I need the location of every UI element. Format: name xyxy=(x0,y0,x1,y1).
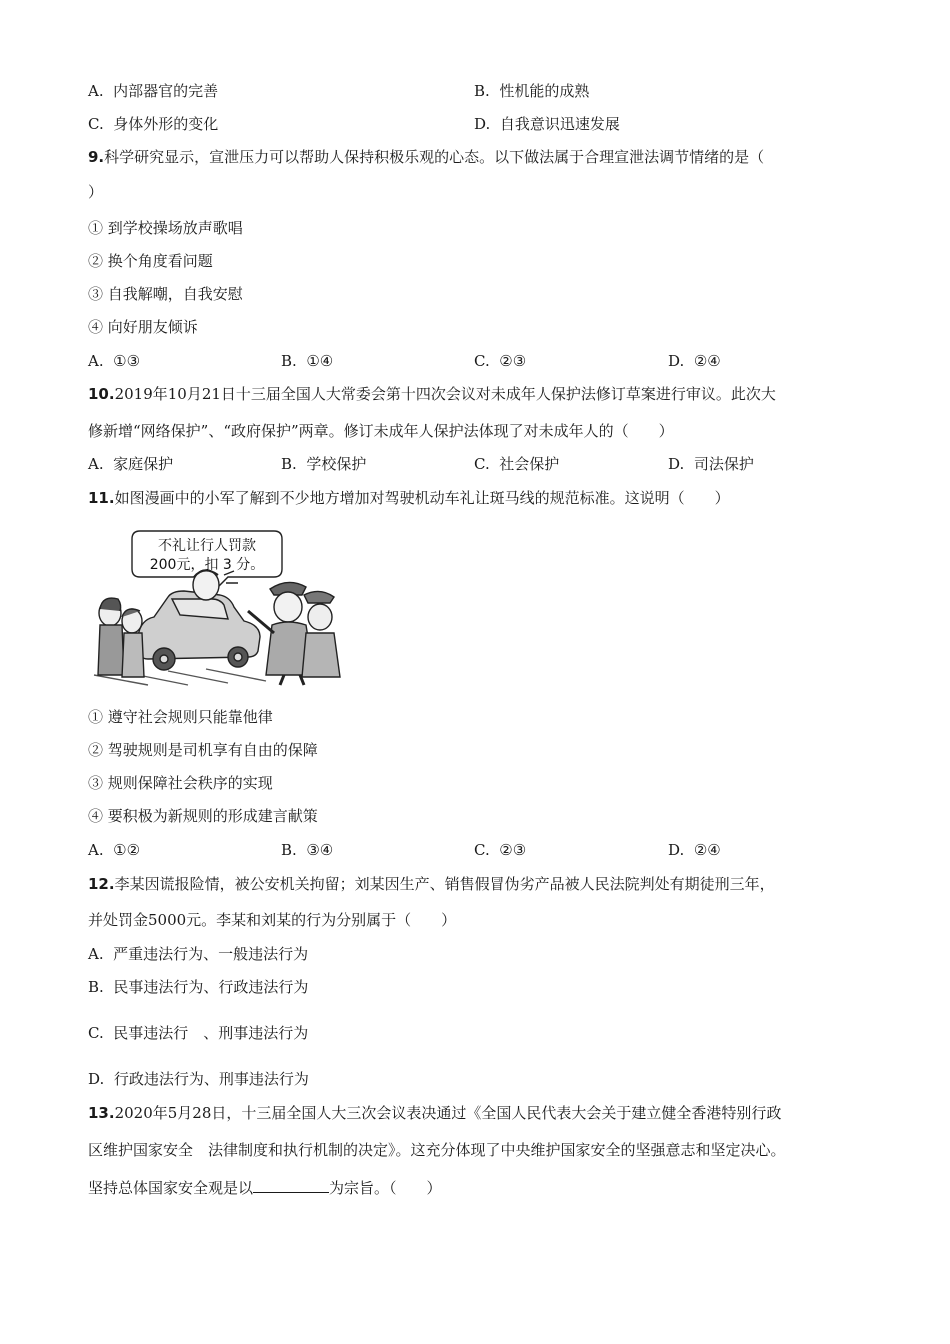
q11-number: 11. xyxy=(88,489,115,507)
q8-option-d[interactable]: D. 自我意识迅速发展 xyxy=(474,115,620,133)
q13-number: 13. xyxy=(88,1104,115,1122)
q9-item-1: ① 到学校操场放声歌唱 xyxy=(88,219,243,237)
q13-answer-blank[interactable] xyxy=(253,1178,329,1193)
traffic-cartoon-image xyxy=(88,525,346,691)
bubble-text-line-2: 200元，扣 3 分。 xyxy=(149,557,265,573)
q11-option-c[interactable]: C. ②③ xyxy=(474,841,527,859)
q11-item-2: ② 驾驶规则是司机享有自由的保障 xyxy=(88,741,318,759)
q9-item-4: ④ 向好朋友倾诉 xyxy=(88,318,198,336)
q13-stem-cont: 区维护国家安全 法律制度和执行机制的决定》。这充分体现了中央维护国家安全的坚强意志和坚定决心。 xyxy=(88,1141,786,1159)
q8-option-b[interactable]: B. 性机能的成熟 xyxy=(474,82,590,100)
q11-option-d[interactable]: D. ②④ xyxy=(668,841,721,859)
q12-option-d[interactable]: D. 行政违法行为、刑事违法行为 xyxy=(88,1070,309,1088)
q12-option-b[interactable]: B. 民事违法行为、行政违法行为 xyxy=(88,978,309,996)
q11-item-1: ① 遵守社会规则只能靠他律 xyxy=(88,708,273,726)
q9-item-3: ③ 自我解嘲，自我安慰 xyxy=(88,285,243,303)
q9-stem: 9.科学研究显示，宣泄压力可以帮助人保持积极乐观的心态。以下做法属于合理宣泄法调节情绪的是（ xyxy=(88,148,765,166)
q11-option-b[interactable]: B. ③④ xyxy=(281,841,334,859)
q10-stem-cont: 修新增“网络保护”、“政府保护”两章。修订未成年人保护法体现了对未成年人的（ ） xyxy=(88,422,674,440)
q12-number: 12. xyxy=(88,875,115,893)
q10-option-b[interactable]: B. 学校保护 xyxy=(281,455,367,473)
q13-stem-line3: 坚持总体国家安全观是以 为宗旨。（ ） xyxy=(88,1179,442,1197)
q10-option-d[interactable]: D. 司法保护 xyxy=(668,455,754,473)
q12-option-a[interactable]: A. 严重违法行为、一般违法行为 xyxy=(88,945,309,963)
q9-option-d[interactable]: D. ②④ xyxy=(668,352,721,370)
q9-option-a[interactable]: A. ①③ xyxy=(88,352,141,370)
q12-stem-cont: 并处罚金5000元。李某和刘某的行为分别属于（ ） xyxy=(88,911,457,929)
q9-item-2: ② 换个角度看问题 xyxy=(88,252,213,270)
q11-stem: 11.如图漫画中的小军了解到不少地方增加对驾驶机动车礼让斑马线的规范标准。这说明（ ） xyxy=(88,489,730,507)
q13-stem: 13.2020年5月28日，十三届全国人大三次会议表决通过《全国人民代表大会关于建立健全香港特别行政 xyxy=(88,1104,782,1122)
q10-stem: 10.2019年10月21日十三届全国人大常委会第十四次会议对未成年人保护法修订草案进行审议。此次大 xyxy=(88,385,776,403)
q10-option-a[interactable]: A. 家庭保护 xyxy=(88,455,174,473)
q8-option-c[interactable]: C. 身体外形的变化 xyxy=(88,115,219,133)
q9-stem-cont: ） xyxy=(88,183,104,201)
q9-option-c[interactable]: C. ②③ xyxy=(474,352,527,370)
q10-option-c[interactable]: C. 社会保护 xyxy=(474,455,560,473)
q8-option-a[interactable]: A. 内部器官的完善 xyxy=(88,82,219,100)
q11-item-4: ④ 要积极为新规则的形成建言献策 xyxy=(88,807,318,825)
q9-number: 9. xyxy=(88,148,105,166)
q10-number: 10. xyxy=(88,385,115,403)
q11-option-a[interactable]: A. ①② xyxy=(88,841,141,859)
q12-stem: 12.李某因谎报险情，被公安机关拘留；刘某因生产、销售假冒伪劣产品被人民法院判处有期徒刑三年， xyxy=(88,875,775,893)
q9-option-b[interactable]: B. ①④ xyxy=(281,352,334,370)
q11-item-3: ③ 规则保障社会秩序的实现 xyxy=(88,774,273,792)
bubble-text-line-1: 不礼让行人罚款 xyxy=(158,538,256,554)
q12-option-c[interactable]: C. 民事违法行 、刑事违法行为 xyxy=(88,1024,309,1042)
